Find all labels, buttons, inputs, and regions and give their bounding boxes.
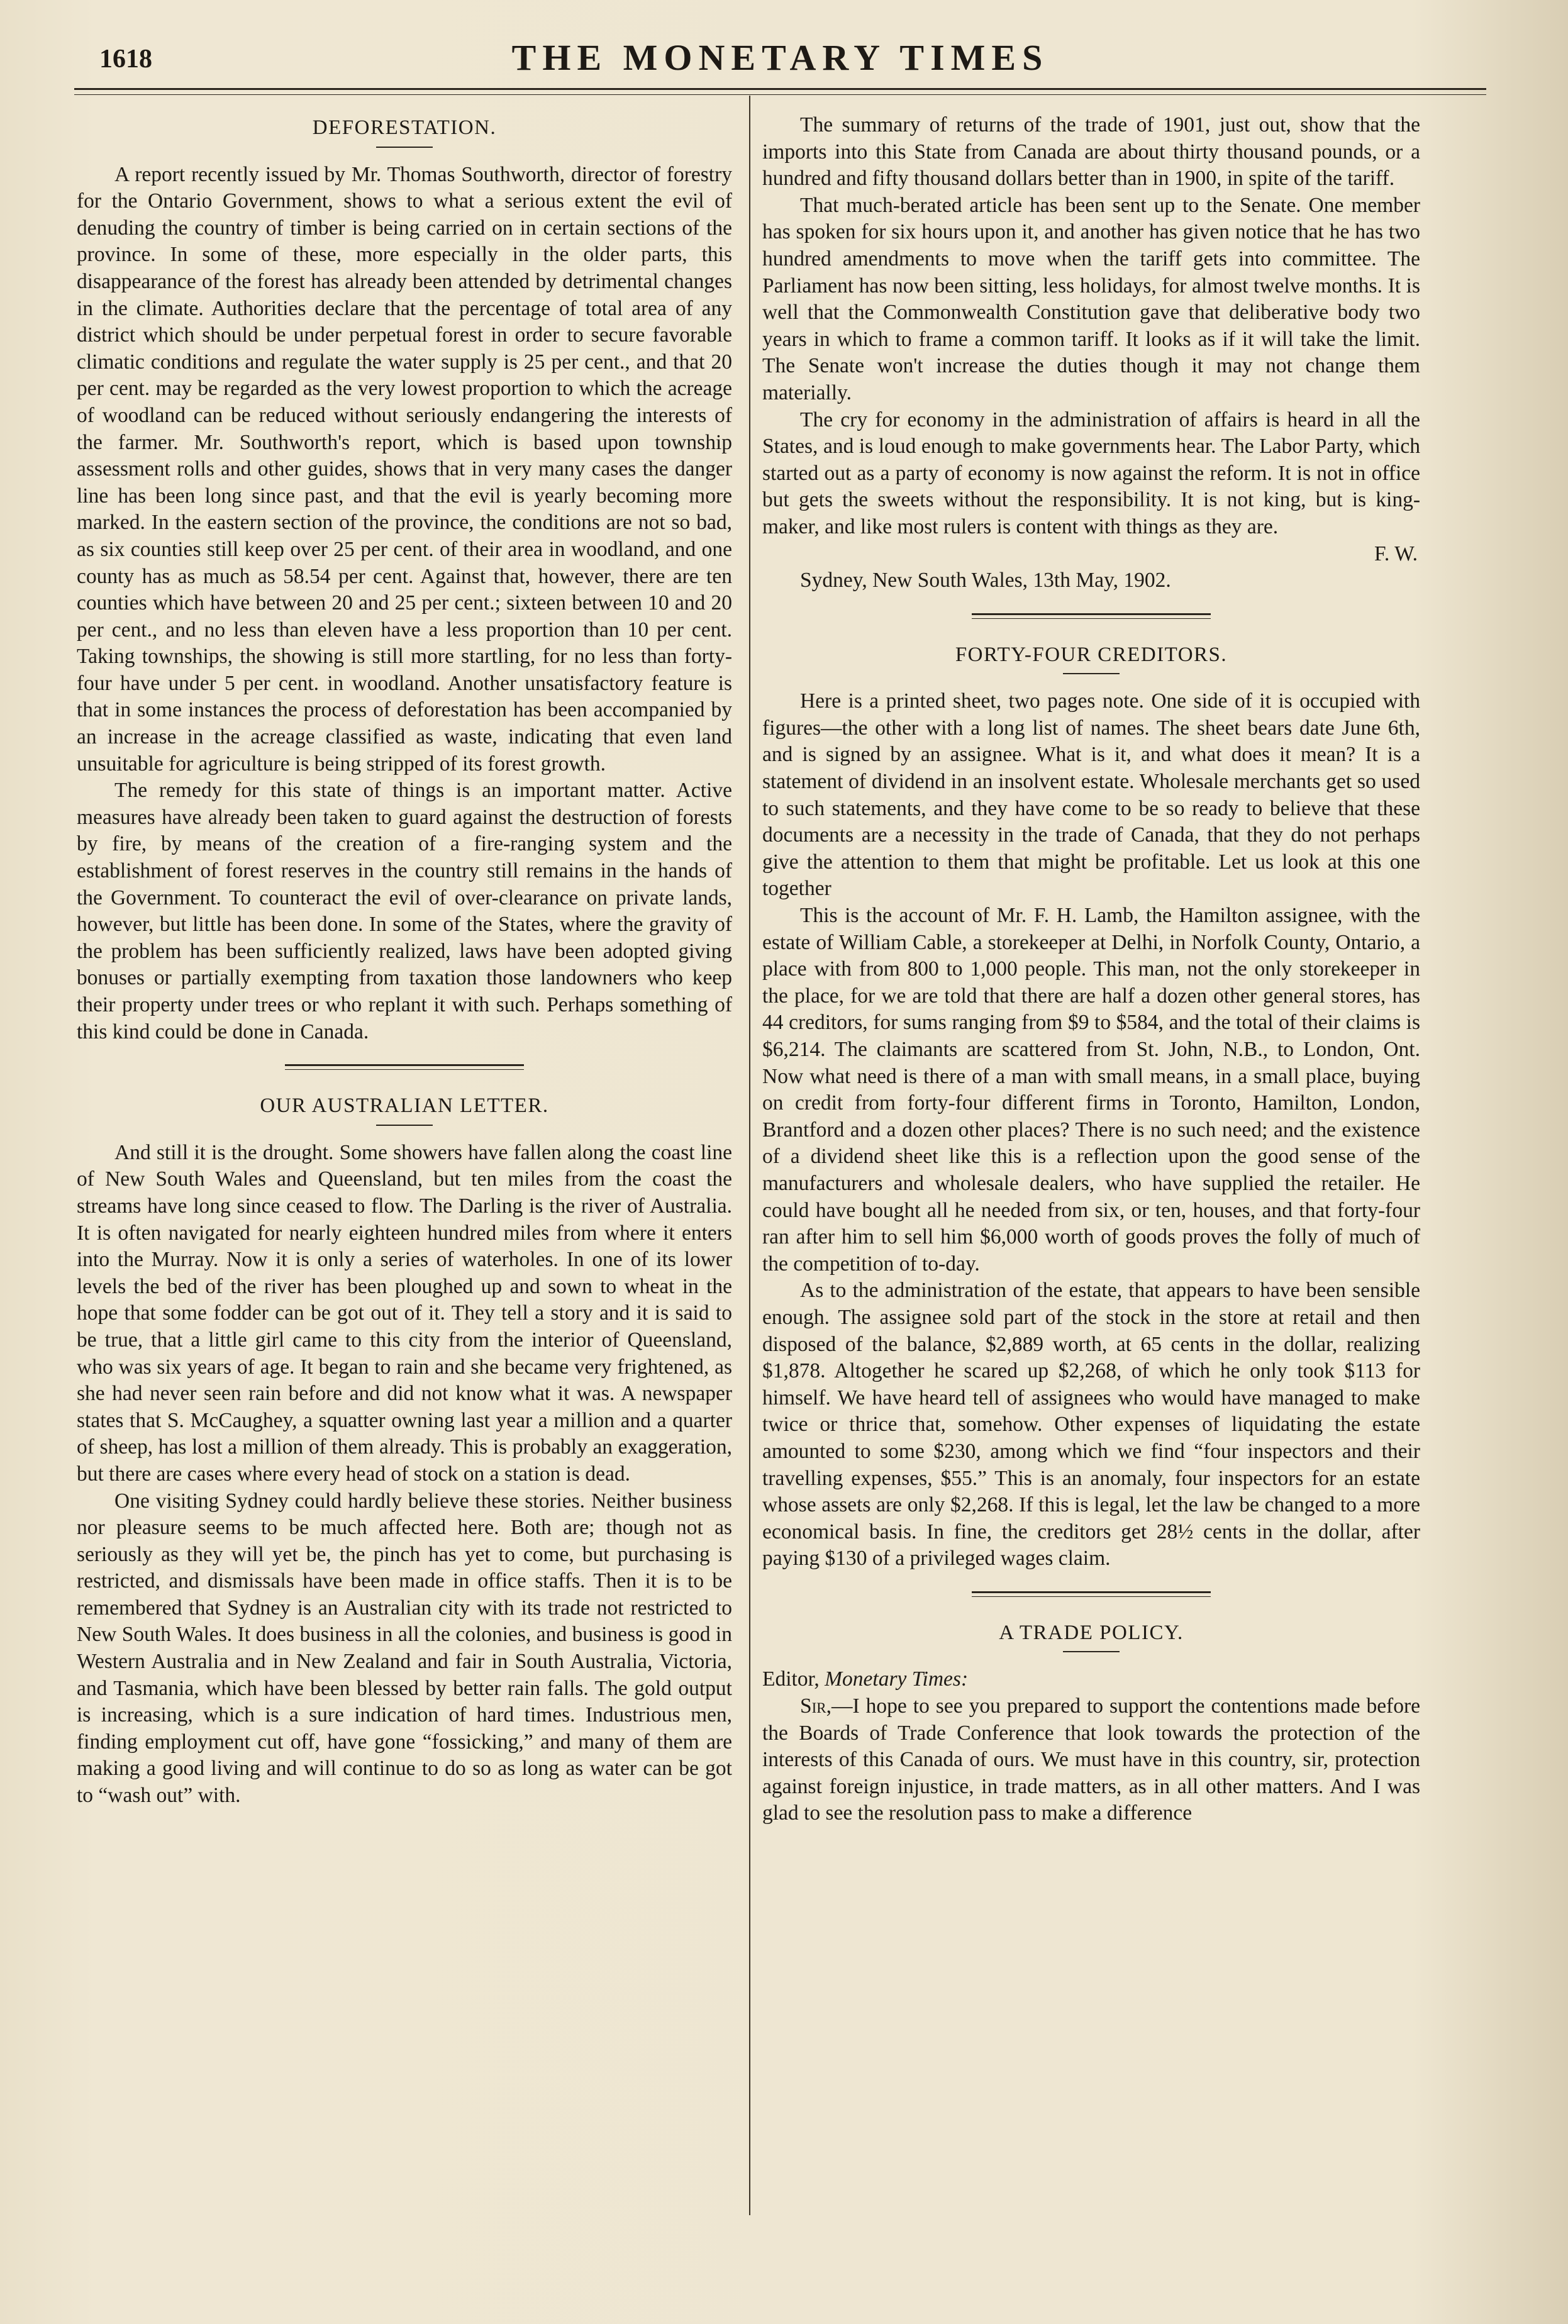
heading-rule — [1063, 1651, 1120, 1652]
article-heading-trade-policy: A TRADE POLICY. — [999, 1621, 1184, 1644]
article-paragraph: As to the administration of the estate, that appears to have been sensible enough. The assignee sold part of the stock in the store at retail and then disposed of the balance, $2,889 worth, at 65 cents in the dollar, realizing $1,878. Altogether he scared up $2,268, of which he only took $113 for himself. We have heard tell of assignees who would have managed to make twice or thrice that, somehow. Other expenses of liquidating the estate amounted to some $230, among which we find “four inspectors and their travelling expenses, $55.” This is an anomaly, four inspectors for an estate whose assets are only $2,268. If this is legal, let the law be changed to a more economical basis. In fine, the creditors get 28½ cents in the dollar, after paying $130 of a privileged wages claim. — [762, 1279, 1420, 1571]
heading-rule — [1063, 673, 1120, 674]
heading-rule — [376, 147, 433, 148]
masthead-title: THE MONETARY TIMES — [511, 37, 1049, 78]
article-paragraph: The cry for economy in the administration of affairs is heard in all the States, and is loud enough to make governments hear. The Labor Party, which started out as a party of economy is now against the reform. It is not in office but gets the sweets without the responsibility. It is not king, but is king-maker, and like most rulers is content with things as they are. — [762, 408, 1420, 538]
letter-signature-line — [762, 541, 1420, 568]
left-column — [77, 107, 732, 1810]
editor-prefix: Editor, — [762, 1667, 820, 1691]
section-separator — [285, 1064, 524, 1070]
article-paragraph: And still it is the drought. Some showers have fallen along the coast line of New South Wales and Queensland, but ten miles from the coast the streams have long since ceased to flow. The Darling is the river of Australia. It is often navigated for nearly eighteen hundred miles from where it enters into the Murray. Now it is only a series of waterholes. In one of its lower levels the bed of the river has been ploughed up and sown to wheat in the hope that some fodder can be got out of it. They tell a story and it is said to be true, that a little girl came to this city from the interior of Queensland, who was six years of age. It began to rain and she became very frightened, as she had never seen rain before and did not know what it was. A newspaper states that S. McCaughey, a squatter owning last year a million and a quarter of sheep, has lost a million of them already. This is probably an exaggeration, but there are cases where every head of stock on a station is dead. — [77, 1140, 732, 1486]
article-paragraph: One visiting Sydney could hardly believe these stories. Neither business nor pleasure seems to be much affected here. Both are; though not as seriously as they will yet be, the pinch has yet to come, but purchasing is restricted, and dismissals have been made in office staffs. Then it is to be remembered that Sydney is an Australian city with its trade not restricted to New South Wales. It does business in all the colonies, and business is good in Western Australia and in New Zealand and fair in South Australia, Victoria, and Tasmania, which have been blessed by better rain falls. The gold output is increasing, which is a sure indication of hard times. Industrious men, finding employment cut off, have gone “fossicking,” and many of them are making a good living and will continue to do so as long as water can be got to “wash out” with. — [77, 1489, 732, 1808]
header-rule-thin — [74, 94, 1486, 95]
article-heading-creditors: FORTY-FOUR CREDITORS. — [955, 643, 1228, 666]
page-number: 1618 — [99, 45, 152, 74]
article-paragraph: That much-berated article has been sent up to the Senate. One member has spoken for six hours upon it, and another has given notice that he has two hundred amendments to move when the tariff gets into committee. The Parliament has now been sitting, less holidays, for almost twelve months. It is well that the Commonwealth Constitution gave that deliberative body two years in which to frame a common tariff. It looks as if it will take the limit. The Senate won't increase the duties though it may not change them materially. — [762, 193, 1420, 404]
editor-name: Monetary Times: — [825, 1667, 969, 1691]
letter-address — [762, 1666, 1420, 1693]
article-paragraph: A report recently issued by Mr. Thomas Southworth, director of forestry for the Ontario Government, shows to what a serious extent the evil of denuding the country of timber is being carried on in certain sections of the province. In some of these, more especially in the older parts, this disappearance of the forest has already been attended by detrimental changes in the climate. Authorities declare that the percentage of total area of any district which should be under perpetual forest in order to secure favorable climatic conditions and regulate the water supply is 25 per cent., and that 20 per cent. may be regarded as the very lowest proportion to which the acreage of woodland can be reduced without seriously endangering the interests of the farmer. Mr. Southworth's report, which is based upon township assessment rolls and other guides, shows that in very many cases the danger line has been long since past, and that the evil is yearly becoming more marked. In the eastern section of the province, the conditions are not so bad, as six counties still keep over 25 per cent. of their area in woodland, and one county has as much as 58.54 per cent. Against that, however, there are ten counties which have between 20 and 25 per cent.; sixteen between 10 and 20 per cent., and no less than eleven have a less proportion than 10 per cent. Taking townships, the showing is still more startling, for no less than forty-four have under 5 per cent. in woodland. Another unsatisfactory feature is that in some instances the process of deforestation has been accompanied by an increase in the acreage classified as waste, indicating that even land unsuitable for agriculture is being stripped of its forest growth. — [77, 162, 732, 776]
header-rule — [74, 88, 1486, 90]
section-separator — [972, 1591, 1211, 1597]
column-divider — [749, 96, 750, 2215]
letter-dateline: Sydney, New South Wales, 13th May, 1902. — [800, 569, 1171, 592]
article-paragraph: Here is a printed sheet, two pages note. One side of it is occupied with figures—the other with a long list of names. The sheet bears date June 6th, and is signed by an assignee. What is it, and what does it mean? It is a statement of dividend in an insolvent estate. Wholesale merchants get so used to such statements, and they have come to be so ready to believe that these documents are a necessity in the trade of Canada, that they do not perhaps give the attention to them that might be profitable. Let us look at this one together — [762, 689, 1420, 901]
article-paragraph: The remedy for this state of things is an important matter. Active measures have already been taken to guard against the destruction of forests by fire, by means of the creation of a fire-ranging system and the establishment of forest reserves in the country still remains in the hands of the Government. To counteract the evil of over-clearance on private lands, however, but little has been done. In some of the States, where the gravity of the problem has been sufficiently realized, laws have been adopted giving bonuses or partially exempting from taxation those landowners who keep their property under trees or who replant it with such. Perhaps something of this kind could be done in Canada. — [77, 779, 732, 1043]
article-paragraph: This is the account of Mr. F. H. Lamb, the Hamilton assignee, with the estate of William Cable, a storekeeper at Delhi, in Norfolk County, Ontario, a place with from 800 to 1,000 people. This man, not the only storekeeper in the place, for we are told that there are half a dozen other general stores, has 44 creditors, for sums ranging from $9 to $584, and the total of their claims is $6,214. The claimants are scattered from St. John, N.B., to London, Ont. Now what need is there of a man with small means, in a small place, buying on credit from forty-four different firms in Toronto, Hamilton, London, Brantford and a dozen other places? There is no such need; and the existence of a dividend sheet like this is a reflection upon the good sense of the manufacturers and wholesale dealers, who have supplied the retailer. He could have bought all he needed from six, or ten, houses, and that forty-four ran after him to sell him $6,000 worth of goods proves the folly of much of the competition of to-day. — [762, 904, 1420, 1276]
article-paragraph: The summary of returns of the trade of 1901, just out, show that the imports into this State from Canada are about thirty thousand pounds, or a hundred and fifty thousand dollars better than in 1900, in spite of the tariff. — [762, 113, 1420, 191]
letter-signature: F. W. — [1374, 542, 1418, 565]
section-separator — [972, 613, 1211, 619]
article-heading-deforestation: DEFORESTATION. — [312, 116, 497, 139]
right-column — [762, 112, 1420, 1827]
salutation: Sir, — [800, 1694, 832, 1718]
letter-body — [762, 1693, 1420, 1827]
article-heading-australian-letter: OUR AUSTRALIAN LETTER. — [260, 1094, 549, 1118]
page-header — [74, 33, 1486, 83]
heading-rule — [376, 1125, 433, 1126]
letter-text: —I hope to see you prepared to support the contentions made before the Boards of Trade Conference that look towards the protection of the interests of this Canada of ours. We must have in this country, sir, protection against foreign injustice, in trade matters, as in all other matters. And I was glad to see the resolution pass to make a difference — [762, 1694, 1420, 1825]
